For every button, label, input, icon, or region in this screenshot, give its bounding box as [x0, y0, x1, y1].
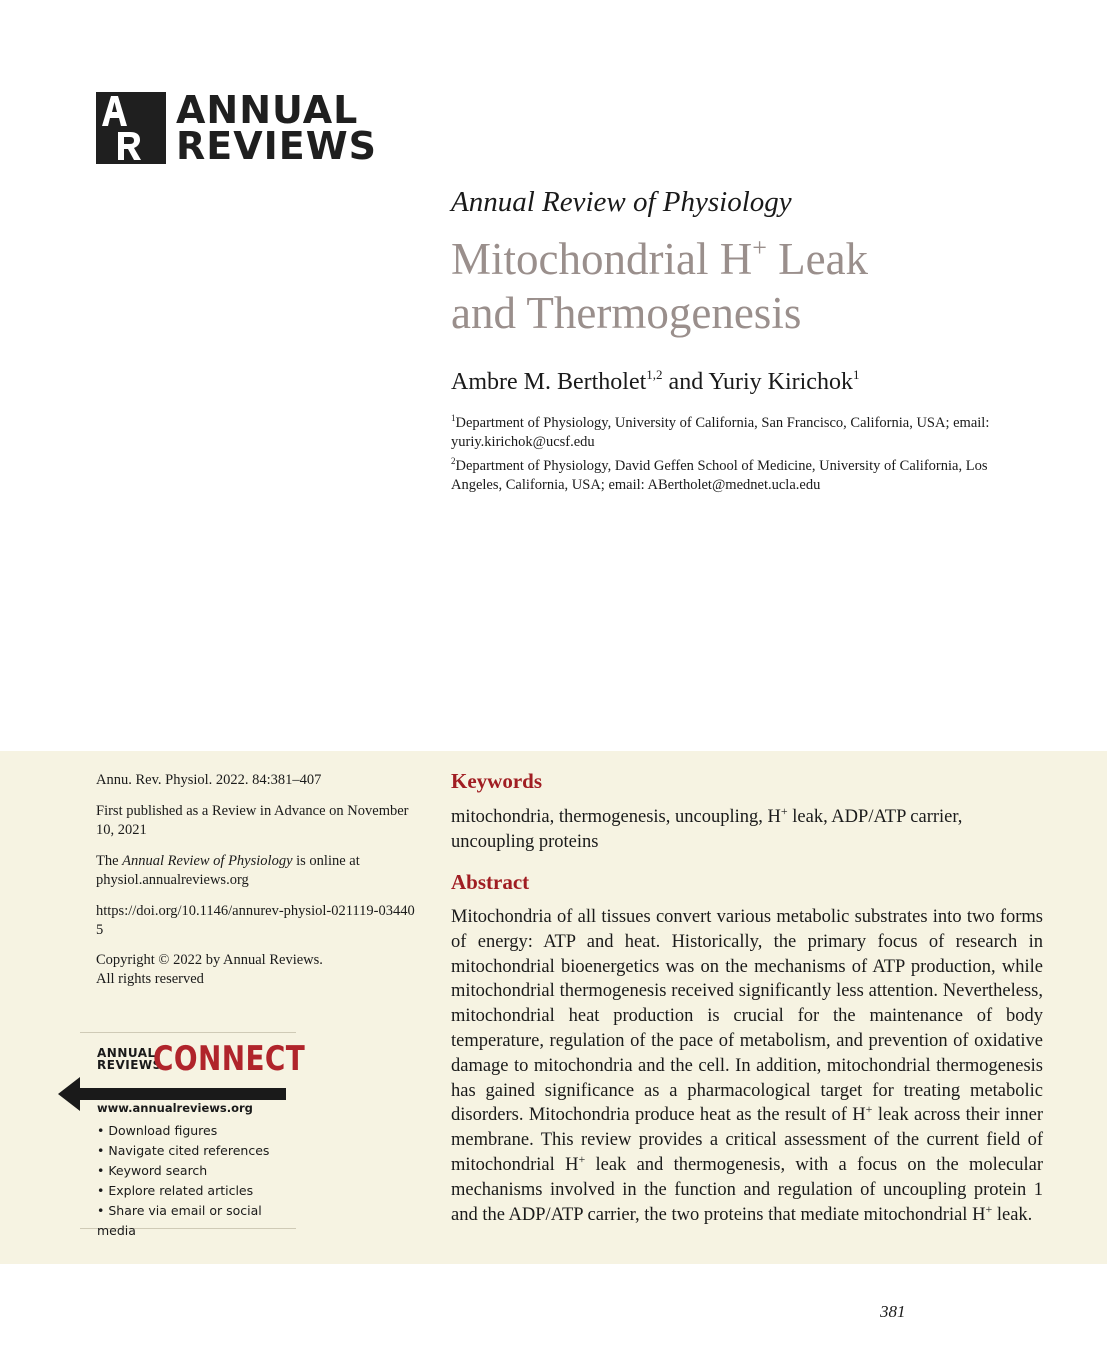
affiliation-2-number: 2: [451, 456, 456, 466]
affiliation-1-text: Department of Physiology, University of California, San Francisco, California, USA; email: yuriy.kirichok@ucsf.edu: [451, 415, 990, 450]
affiliation-2-text: Department of Physiology, David Geffen School of Medicine, University of California, Los Angeles, California, USA; email: ABertholet@mednet.ucla.edu: [451, 458, 988, 493]
abstract-sup-1: +: [865, 1102, 873, 1117]
list-item: • Keyword search: [97, 1163, 208, 1178]
citation: Annu. Rev. Physiol. 2022. 84:381–407: [96, 772, 322, 788]
connect-reviews: REVIEWS: [97, 1058, 162, 1072]
page-number: 381: [880, 1302, 906, 1321]
logo-word-reviews: REVIEWS: [176, 124, 378, 168]
connect-url[interactable]: www.annualreviews.org: [97, 1101, 253, 1115]
author-2: Yuriy Kirichok: [708, 369, 853, 395]
author-1-affiliation: 1,2: [646, 367, 663, 382]
list-item: • Download figures: [97, 1123, 218, 1138]
connect-annual: ANNUAL: [97, 1046, 156, 1060]
affiliation-1-number: 1: [451, 413, 456, 423]
article-title: [451, 232, 1071, 340]
abstract-part-4: leak.: [992, 1204, 1033, 1225]
annual-reviews-logo: [96, 88, 378, 168]
abstract-heading: Abstract: [451, 870, 530, 894]
keywords-pre: mitochondria, thermogenesis, uncoupling, H: [451, 807, 781, 827]
connect-box[interactable]: [80, 1032, 306, 1238]
abstract-part-3: leak and thermogenesis, with a focus on the molecular mechanisms involved in the function and regulation of uncoupling protein 1 and the ADP/ATP carrier, the two proteins that mediate mitochondrial H: [451, 1154, 1043, 1225]
list-item: • Navigate cited references: [97, 1143, 270, 1158]
affiliation-2: [451, 457, 1021, 495]
list-item: • Explore related articles: [97, 1183, 254, 1198]
connect-title: CONNECT: [153, 1039, 306, 1079]
first-published: First published as a Review in Advance on November 10, 2021: [96, 803, 409, 838]
author-1: Ambre M. Bertholet: [451, 369, 647, 395]
ar-monogram-icon: [96, 92, 166, 164]
title-line1-end: Leak: [766, 234, 869, 284]
online-journal: Annual Review of Physiology: [122, 853, 293, 869]
affiliation-1: [451, 414, 1021, 452]
connect-features-list: [97, 1121, 296, 1241]
title-line1-text: Mitochondrial H: [451, 234, 753, 284]
abstract-sup-3: +: [985, 1201, 993, 1216]
logo-word-annual: ANNUAL: [176, 88, 359, 132]
keywords-sup: +: [780, 804, 788, 818]
rights-text: All rights reserved: [96, 971, 204, 987]
abstract-sup-2: +: [578, 1151, 586, 1166]
abstract-text: [451, 905, 1043, 1227]
authors-and: and: [662, 369, 709, 395]
authors-line: [451, 369, 859, 396]
doi-link[interactable]: https://doi.org/10.1146/annurev-physiol-021119-034405: [96, 903, 415, 938]
online-notice: [96, 852, 416, 890]
keywords-post: leak, ADP/ATP carrier, uncoupling proteins: [451, 807, 963, 852]
copyright: [96, 951, 416, 989]
journal-name: Annual Review of Physiology: [451, 186, 792, 218]
list-item: • Share via email or social media: [97, 1203, 262, 1238]
online-post: is online at physiol.annualreviews.org: [96, 853, 360, 888]
abstract-part-1: Mitochondria of all tissues convert various metabolic substrates into two forms of energy: ATP and heat. Historically, the primary focus of research in mitochondrial bioenergetics was on the mechanisms of ATP production, while mitochondrial thermogenesis received significantly less attention. Nevertheless, mitochondrial heat production is crucial for the maintenance of body temperature, regulation of the pace of metabolism, and prevention of oxidative damage to mitochondria and the cell. In addition, mitochondrial thermogenesis has gained significance as a pharmacological target for treating metabolic disorders. Mitochondria produce heat as the result of H: [451, 907, 1043, 1126]
author-2-affiliation: 1: [852, 367, 860, 382]
copyright-text: Copyright © 2022 by Annual Reviews.: [96, 952, 323, 968]
keywords-text: [451, 805, 1043, 855]
online-pre: The: [96, 853, 123, 869]
abstract-part-2: leak across their inner membrane. This review provides a critical assessment of the current field of mitochondrial H: [451, 1105, 1043, 1175]
keywords-heading: Keywords: [451, 769, 542, 793]
title-line2: and Thermogenesis: [451, 288, 802, 338]
title-superscript: +: [752, 233, 767, 262]
